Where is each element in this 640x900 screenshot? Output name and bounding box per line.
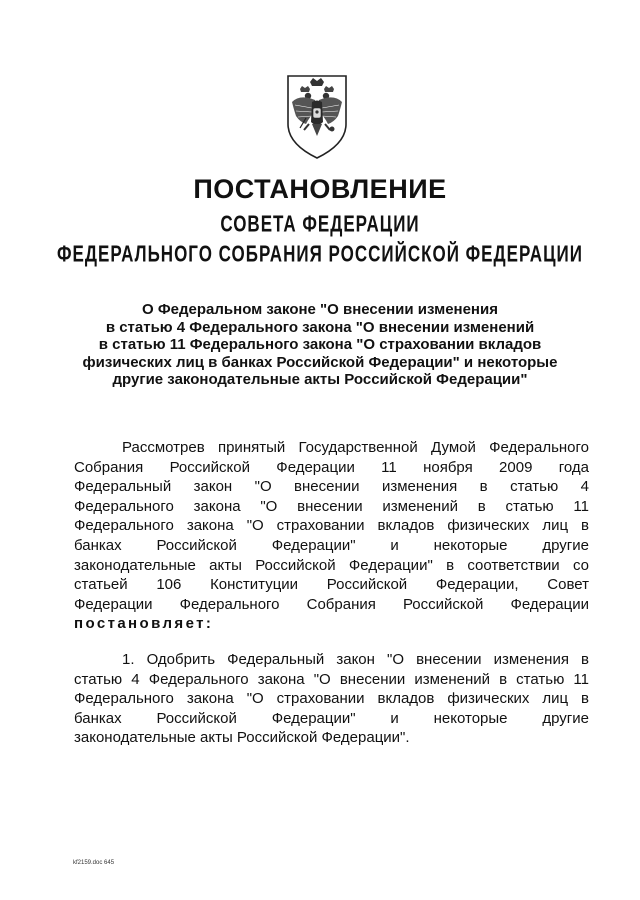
paragraph-line: банках Российской Федерации" и некоторые другие bbox=[74, 536, 589, 554]
paragraph-line: законодательные акты Российской Федерации". bbox=[74, 729, 410, 747]
subject-line: О Федеральном законе "О внесении изменения bbox=[142, 301, 498, 318]
issuing-body-line-1: СОВЕТА ФЕДЕРАЦИИ bbox=[220, 211, 420, 237]
paragraph-line: статью 4 Федерального закона "О внесении изменений в статью 11 bbox=[74, 670, 589, 688]
paragraph-line: Федерации Федерального Собрания Российской Федерации bbox=[74, 595, 589, 613]
paragraph-line: Рассмотрев принятый Государственной Думой Федерального bbox=[122, 439, 589, 456]
subject-line: физических лиц в банках Российской Федерации" и некоторые bbox=[82, 353, 558, 371]
resolution-subject bbox=[70, 301, 570, 389]
paragraph-line: Федерального закона "О страховании вкладов физических лиц в bbox=[74, 517, 589, 535]
issuing-body-line-2: ФЕДЕРАЛЬНОГО СОБРАНИЯ РОССИЙСКОЙ ФЕДЕРАЦИИ bbox=[57, 241, 583, 267]
document-title: ПОСТАНОВЛЕНИЕ bbox=[193, 174, 447, 204]
paragraph-line: банках Российской Федерации" и некоторые другие bbox=[74, 709, 589, 727]
subject-line: в статью 4 Федерального закона "О внесении изменений bbox=[105, 318, 535, 336]
paragraph-line: 1. Одобрить Федеральный закон "О внесении изменения в bbox=[122, 651, 589, 668]
resolves-word: постановляет: bbox=[74, 615, 214, 633]
subject-line: в статью 11 Федерального закона "О страховании вкладов bbox=[98, 336, 542, 353]
coat-of-arms-emblem bbox=[282, 72, 352, 160]
subject-line: другие законодательные акты Российской Федерации" bbox=[112, 371, 528, 388]
paragraph-line: Федеральный закон "О внесении изменения в статью 4 bbox=[74, 478, 589, 496]
paragraph-line: Федерального закона "О внесении изменений в статью 11 bbox=[74, 497, 589, 515]
paragraph-line bbox=[74, 614, 589, 634]
paragraph-line: статьей 106 Конституции Российской Федерации, Совет bbox=[74, 576, 589, 594]
paragraph-line: Федерального закона "О страховании вкладов физических лиц в bbox=[74, 690, 589, 708]
document-reference: kf2159.doc 645 bbox=[73, 860, 115, 866]
clause-1-paragraph bbox=[74, 650, 589, 748]
paragraph-line: законодательные акты Российской Федерации" в соответствии со bbox=[74, 556, 589, 574]
paragraph-line: Собрания Российской Федерации 11 ноября 2009 года bbox=[74, 458, 589, 476]
preamble-paragraph bbox=[74, 438, 589, 634]
